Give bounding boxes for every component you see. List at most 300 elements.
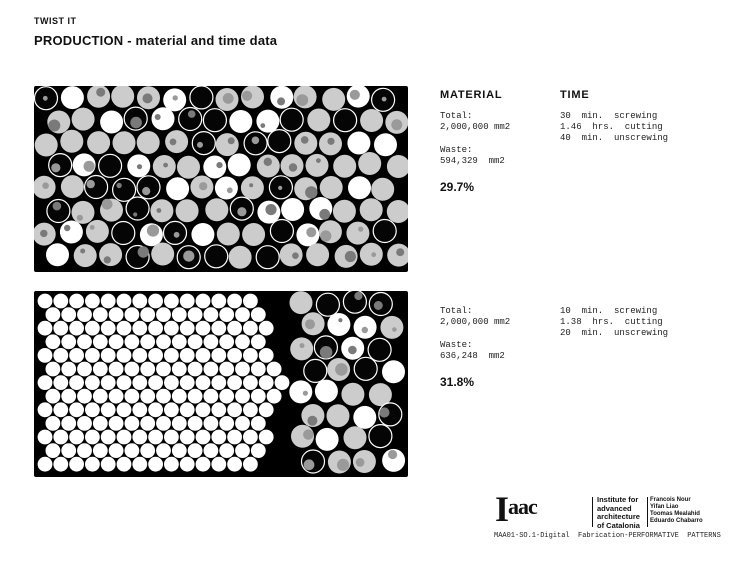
pattern-disc-white xyxy=(132,375,147,390)
panel2-total-value: 2,000,000 mm2 xyxy=(440,317,511,327)
pattern-disc-white xyxy=(243,321,258,336)
pattern-twisted-svg xyxy=(34,86,408,272)
pattern-disc-white xyxy=(164,430,179,445)
pattern-disc-white xyxy=(38,402,53,417)
material-heading: MATERIAL xyxy=(440,89,503,101)
pattern-disc-white xyxy=(204,416,219,431)
pattern-disc-white xyxy=(180,294,195,309)
pattern-disc-light xyxy=(61,175,84,198)
pattern-disc-white xyxy=(69,321,84,336)
pattern-dot xyxy=(77,215,83,221)
pattern-disc-white xyxy=(180,402,195,417)
pattern-dot xyxy=(252,137,260,145)
pattern-disc-white xyxy=(235,362,250,377)
pattern-dot xyxy=(345,251,356,262)
pattern-disc-white xyxy=(61,307,76,322)
pattern-disc-white xyxy=(215,177,238,200)
pattern-disc-white xyxy=(196,294,211,309)
iaac-logo xyxy=(495,489,537,529)
pattern-disc-white xyxy=(148,402,163,417)
pattern-disc-white xyxy=(196,402,211,417)
panel2-total-label: Total: xyxy=(440,306,473,316)
pattern-disc-white xyxy=(148,348,163,363)
pattern-dot xyxy=(350,90,360,100)
pattern-disc-white xyxy=(374,133,397,156)
pattern-disc-white xyxy=(46,443,61,458)
panel1-time-line: 1.46 hrs. cutting xyxy=(560,122,663,132)
pattern-disc-light xyxy=(280,243,303,266)
pattern-disc-white xyxy=(204,307,219,322)
pattern-disc-white xyxy=(235,443,250,458)
pattern-dot xyxy=(96,88,105,97)
footer-course-label: MAA01-SO.1-Digital Fabrication-PERFORMATIVE PATTERNS xyxy=(494,532,721,540)
pattern-disc-white xyxy=(148,457,163,472)
pattern-dot xyxy=(227,187,233,193)
pattern-dot xyxy=(348,346,357,355)
pattern-disc-white xyxy=(211,402,226,417)
pattern-dot xyxy=(358,227,363,232)
pattern-disc-white xyxy=(60,221,83,244)
pattern-disc-dark xyxy=(99,154,122,177)
panel1-waste-label: Waste: xyxy=(440,145,473,155)
pattern-disc-light xyxy=(346,222,369,245)
pattern-disc-white xyxy=(227,402,242,417)
pattern-disc-white xyxy=(188,443,203,458)
pattern-disc-light xyxy=(360,243,383,266)
pattern-dot xyxy=(327,138,334,145)
pattern-disc-white xyxy=(61,416,76,431)
pattern-disc-white xyxy=(140,389,155,404)
pattern-disc-white xyxy=(327,313,350,336)
pattern-disc-white xyxy=(164,375,179,390)
panel1-time-line: 30 min. screwing xyxy=(560,111,658,121)
pattern-disc-white xyxy=(235,307,250,322)
pattern-dot xyxy=(42,182,49,189)
pattern-disc-white xyxy=(188,307,203,322)
pattern-disc-white xyxy=(235,389,250,404)
pattern-disc-white xyxy=(117,321,132,336)
panel1-waste-value: 594,329 mm2 xyxy=(440,156,505,166)
pattern-disc-white xyxy=(243,348,258,363)
pattern-dot xyxy=(84,161,95,172)
pattern-disc-light xyxy=(387,200,408,223)
pattern-disc-white xyxy=(101,348,116,363)
pattern-disc-white xyxy=(229,110,252,133)
pattern-disc-white xyxy=(46,334,61,349)
pattern-disc-white xyxy=(101,430,116,445)
pattern-disc-white xyxy=(69,348,84,363)
pattern-disc-white xyxy=(132,294,147,309)
pattern-disc-white xyxy=(347,132,370,155)
pattern-disc-white xyxy=(100,111,123,134)
pattern-disc-dark xyxy=(270,220,293,243)
pattern-dot xyxy=(137,164,142,169)
pattern-dot xyxy=(188,110,196,118)
pattern-disc-white xyxy=(101,402,116,417)
panel1-total-label: Total: xyxy=(440,111,473,121)
pattern-disc-dark xyxy=(190,86,213,109)
pattern-disc-white xyxy=(275,375,290,390)
pattern-disc-white xyxy=(259,375,274,390)
pattern-disc-white xyxy=(93,362,108,377)
pattern-dot xyxy=(335,363,348,376)
pattern-disc-light xyxy=(177,156,200,179)
pattern-disc-white xyxy=(69,457,84,472)
pattern-disc-white xyxy=(156,416,171,431)
pattern-disc-white xyxy=(77,389,92,404)
pattern-dot xyxy=(116,183,121,188)
pattern-disc-dark xyxy=(126,197,149,220)
authors-divider xyxy=(647,497,648,527)
pattern-disc-white xyxy=(109,416,124,431)
pattern-disc-white xyxy=(227,375,242,390)
pattern-disc-light xyxy=(111,86,134,108)
pattern-disc-white xyxy=(211,294,226,309)
pattern-disc-white xyxy=(69,430,84,445)
panel2-time-line: 10 min. screwing xyxy=(560,306,658,316)
pattern-dot xyxy=(174,232,180,238)
header-subtitle: TWIST IT xyxy=(34,16,77,26)
pattern-dot xyxy=(316,158,321,163)
pattern-disc-light xyxy=(60,130,83,153)
pattern-dot xyxy=(320,230,331,241)
pattern-disc-white xyxy=(61,334,76,349)
pattern-disc-white xyxy=(259,402,274,417)
pattern-disc-white xyxy=(164,402,179,417)
pattern-disc-white xyxy=(267,362,282,377)
pattern-disc-white xyxy=(180,457,195,472)
pattern-disc-white xyxy=(228,153,251,176)
pattern-dot xyxy=(278,186,282,190)
pattern-disc-white xyxy=(196,457,211,472)
pattern-disc-light xyxy=(290,291,313,314)
pattern-dot xyxy=(155,114,161,120)
pattern-disc-white xyxy=(180,430,195,445)
pattern-disc-white xyxy=(53,457,68,472)
pattern-dot xyxy=(371,252,376,257)
pattern-dot xyxy=(237,207,246,216)
pattern-disc-white xyxy=(38,457,53,472)
pattern-dot xyxy=(53,202,62,211)
pattern-disc-white xyxy=(125,389,140,404)
pattern-dot xyxy=(163,163,168,168)
pattern-disc-white xyxy=(180,375,195,390)
pattern-disc-white xyxy=(148,321,163,336)
pattern-disc-white xyxy=(188,334,203,349)
panel2-waste-value: 636,248 mm2 xyxy=(440,351,505,361)
pattern-disc-white xyxy=(251,443,266,458)
pattern-dot xyxy=(43,96,48,101)
pattern-disc-white xyxy=(251,416,266,431)
pattern-dot xyxy=(392,327,397,332)
pattern-disc-dark xyxy=(203,109,226,132)
pattern-disc-white xyxy=(227,430,242,445)
pattern-disc-light xyxy=(229,246,252,269)
pattern-disc-dark xyxy=(368,338,391,361)
pattern-disc-light xyxy=(327,404,350,427)
pattern-dot xyxy=(305,319,315,329)
pattern-disc-white xyxy=(256,110,279,133)
pattern-disc-white xyxy=(53,348,68,363)
pattern-disc-white xyxy=(46,307,61,322)
pattern-dot xyxy=(319,209,330,220)
pattern-dot xyxy=(104,256,111,263)
pattern-disc-white xyxy=(69,294,84,309)
pattern-disc-white xyxy=(132,457,147,472)
panel1-time-line: 40 min. unscrewing xyxy=(560,133,669,143)
pattern-disc-light xyxy=(380,316,403,339)
pattern-disc-white xyxy=(204,443,219,458)
pattern-disc-white xyxy=(125,307,140,322)
pattern-disc-white xyxy=(281,198,304,221)
pattern-disc-white xyxy=(227,321,242,336)
pattern-disc-white xyxy=(315,380,338,403)
pattern-disc-white xyxy=(46,243,69,266)
pattern-disc-white xyxy=(243,375,258,390)
pattern-disc-light xyxy=(341,383,364,406)
pattern-dot xyxy=(133,212,137,216)
pattern-disc-light xyxy=(113,131,136,154)
pattern-dot xyxy=(304,459,315,470)
pattern-disc-white xyxy=(101,457,116,472)
pattern-dot xyxy=(216,162,222,168)
pattern-disc-white xyxy=(196,375,211,390)
pattern-disc-dark xyxy=(354,357,377,380)
pattern-disc-white xyxy=(132,321,147,336)
pattern-disc-white xyxy=(69,402,84,417)
pattern-disc-dark xyxy=(369,425,392,448)
pattern-dot xyxy=(289,163,297,171)
pattern-disc-white xyxy=(270,86,293,109)
pattern-disc-white xyxy=(132,402,147,417)
pattern-disc-white xyxy=(93,443,108,458)
pattern-disc-light xyxy=(320,176,343,199)
pattern-dot xyxy=(296,94,308,106)
pattern-dot xyxy=(264,158,272,166)
pattern-dot xyxy=(197,142,203,148)
pattern-disc-white xyxy=(109,307,124,322)
pattern-dot xyxy=(242,91,252,101)
pattern-disc-white xyxy=(61,389,76,404)
pattern-disc-white xyxy=(166,177,189,200)
pattern-disc-white xyxy=(219,362,234,377)
pattern-disc-white xyxy=(38,375,53,390)
pattern-disc-light xyxy=(290,337,313,360)
pattern-disc-white xyxy=(191,223,214,246)
pattern-dot xyxy=(143,93,153,103)
pattern-disc-white xyxy=(117,294,132,309)
pattern-dot xyxy=(102,199,113,210)
pattern-disc-white xyxy=(251,334,266,349)
pattern-disc-white xyxy=(235,334,250,349)
pattern-disc-white xyxy=(140,334,155,349)
pattern-disc-white xyxy=(235,416,250,431)
pattern-dot xyxy=(292,252,299,259)
pattern-dot xyxy=(64,225,70,231)
pattern-disc-white xyxy=(85,402,100,417)
pattern-dot xyxy=(173,95,178,100)
pattern-disc-light xyxy=(72,201,95,224)
pattern-disc-white xyxy=(125,334,140,349)
pattern-disc-white xyxy=(348,176,371,199)
pattern-disc-light xyxy=(205,198,228,221)
pattern-disc-white xyxy=(243,402,258,417)
pattern-disc-dark xyxy=(373,220,396,243)
pattern-disc-white xyxy=(172,443,187,458)
pattern-disc-white xyxy=(251,389,266,404)
pattern-disc-light xyxy=(72,108,95,131)
logo-divider xyxy=(592,497,593,527)
pattern-dot xyxy=(391,119,402,130)
pattern-disc-white xyxy=(85,375,100,390)
pattern-disc-white xyxy=(53,294,68,309)
pattern-disc-white xyxy=(172,307,187,322)
pattern-disc-white xyxy=(109,334,124,349)
pattern-dot xyxy=(87,180,95,188)
pattern-disc-white xyxy=(38,321,53,336)
pattern-disc-white xyxy=(109,389,124,404)
pattern-disc-white xyxy=(152,107,175,130)
pattern-dot xyxy=(48,120,60,132)
pattern-disc-white xyxy=(243,430,258,445)
pattern-disc-white xyxy=(164,348,179,363)
pattern-disc-white xyxy=(156,307,171,322)
pattern-disc-light xyxy=(333,200,356,223)
pattern-disc-white xyxy=(172,416,187,431)
pattern-disc-white xyxy=(85,430,100,445)
pattern-disc-white xyxy=(243,294,258,309)
pattern-dot xyxy=(300,343,305,348)
pattern-disc-white xyxy=(93,334,108,349)
pattern-dot xyxy=(388,450,397,459)
pattern-dot xyxy=(90,225,95,230)
authors-list: Francois Nour Yifan Liao Toomas Mealahid Eduardo Chabarro xyxy=(650,497,703,524)
pattern-disc-white xyxy=(188,362,203,377)
pattern-disc-white xyxy=(46,416,61,431)
pattern-disc-white xyxy=(132,348,147,363)
logo-letter-i: I xyxy=(495,489,509,529)
pattern-disc-white xyxy=(204,362,219,377)
pattern-dot xyxy=(147,225,159,237)
pattern-disc-dark xyxy=(334,109,357,132)
pattern-dot xyxy=(303,391,308,396)
pattern-disc-dark xyxy=(316,293,339,316)
pattern-disc-white xyxy=(117,402,132,417)
pattern-disc-dark xyxy=(205,245,228,268)
pattern-disc-white xyxy=(61,362,76,377)
pattern-disc-light xyxy=(241,176,264,199)
pattern-dot xyxy=(356,458,365,467)
pattern-dot xyxy=(51,163,60,172)
pattern-dot xyxy=(277,97,285,105)
pattern-panel-mixed xyxy=(34,291,408,477)
pattern-disc-white xyxy=(117,375,132,390)
pattern-disc-white xyxy=(85,321,100,336)
time-heading: TIME xyxy=(560,89,590,101)
pattern-disc-white xyxy=(61,86,84,109)
pattern-disc-white xyxy=(180,348,195,363)
pattern-disc-dark xyxy=(192,132,215,155)
pattern-disc-light xyxy=(242,223,265,246)
pattern-disc-white xyxy=(148,375,163,390)
institute-name: Institute for advanced architecture of Catalonia xyxy=(597,495,640,530)
pattern-dot xyxy=(396,248,404,256)
pattern-disc-white xyxy=(125,443,140,458)
pattern-disc-white xyxy=(69,375,84,390)
pattern-disc-white xyxy=(132,430,147,445)
pattern-disc-white xyxy=(196,348,211,363)
pattern-disc-light xyxy=(86,220,109,243)
pattern-disc-light xyxy=(87,131,110,154)
pattern-dot xyxy=(307,416,317,426)
pattern-disc-white xyxy=(53,375,68,390)
pattern-dot xyxy=(374,301,383,310)
pattern-dot xyxy=(223,93,234,104)
pattern-disc-white xyxy=(211,457,226,472)
pattern-disc-light xyxy=(358,152,381,175)
pattern-disc-white xyxy=(117,457,132,472)
panel2-time-line: 20 min. unscrewing xyxy=(560,328,669,338)
pattern-disc-light xyxy=(216,133,239,156)
pattern-disc-light xyxy=(151,243,174,266)
pattern-disc-light xyxy=(360,109,383,132)
pattern-dot xyxy=(382,97,387,102)
pattern-disc-white xyxy=(148,294,163,309)
pattern-disc-white xyxy=(219,334,234,349)
pattern-disc-dark xyxy=(112,222,135,245)
pattern-dot xyxy=(199,182,207,190)
pattern-dot xyxy=(40,230,47,237)
pattern-dot xyxy=(157,208,162,213)
pattern-dot xyxy=(320,346,333,359)
pattern-disc-white xyxy=(243,457,258,472)
pattern-disc-white xyxy=(156,389,171,404)
pattern-disc-white xyxy=(204,389,219,404)
pattern-disc-white xyxy=(117,348,132,363)
pattern-disc-light xyxy=(360,198,383,221)
pattern-disc-white xyxy=(125,416,140,431)
pattern-disc-light xyxy=(306,243,329,266)
pattern-disc-white xyxy=(251,307,266,322)
pattern-disc-white xyxy=(203,156,226,179)
pattern-disc-white xyxy=(204,334,219,349)
pattern-disc-white xyxy=(219,416,234,431)
pattern-disc-white xyxy=(251,362,266,377)
pattern-disc-white xyxy=(267,389,282,404)
pattern-disc-white xyxy=(156,443,171,458)
pattern-disc-white xyxy=(164,457,179,472)
pattern-disc-light xyxy=(387,155,408,178)
pattern-disc-white xyxy=(382,360,405,383)
pattern-disc-light xyxy=(306,154,329,177)
pattern-disc-white xyxy=(53,402,68,417)
pattern-disc-white xyxy=(259,321,274,336)
pattern-dot xyxy=(249,183,253,187)
pattern-disc-white xyxy=(140,307,155,322)
pattern-disc-white xyxy=(156,362,171,377)
pattern-dot xyxy=(80,249,85,254)
pattern-disc-white xyxy=(196,430,211,445)
pattern-dot xyxy=(183,251,194,262)
pattern-disc-white xyxy=(93,416,108,431)
pattern-disc-dark xyxy=(268,130,291,153)
pattern-disc-light xyxy=(333,155,356,178)
pattern-disc-dark xyxy=(280,108,303,131)
pattern-disc-white xyxy=(101,321,116,336)
pattern-disc-white xyxy=(46,362,61,377)
pattern-disc-white xyxy=(316,428,339,451)
pattern-dot xyxy=(265,204,276,215)
